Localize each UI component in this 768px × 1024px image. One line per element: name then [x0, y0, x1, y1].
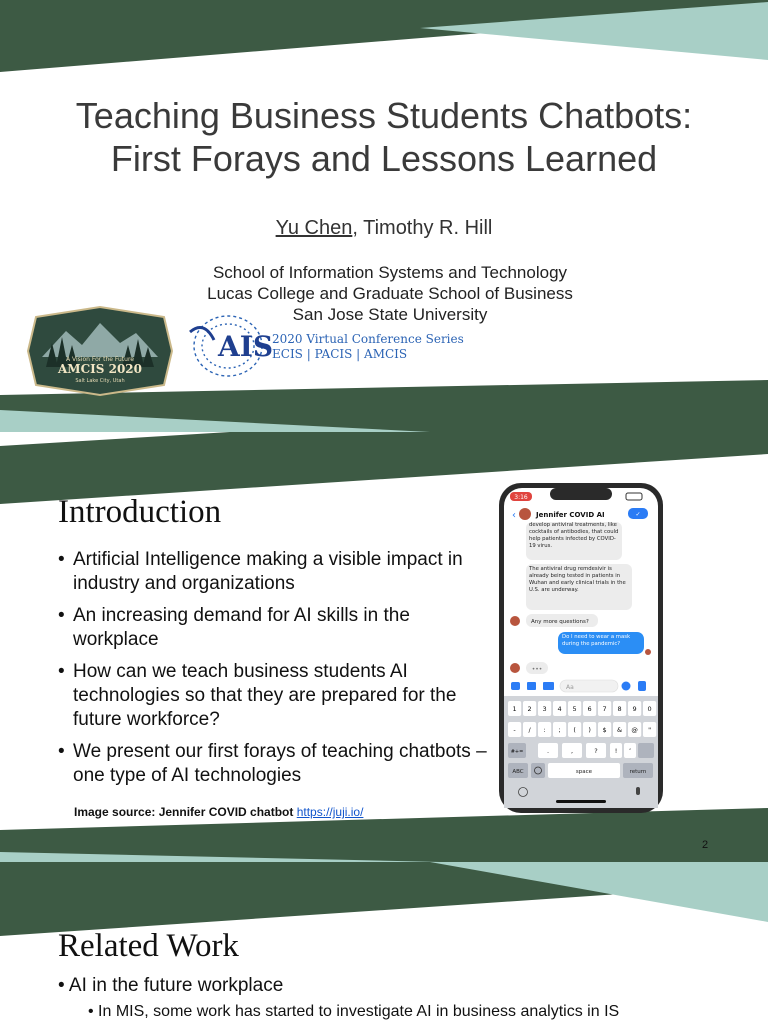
- keyboard-key-label: 9: [632, 705, 637, 713]
- key-space: space: [575, 769, 593, 775]
- ais-mark: AIS: [218, 330, 274, 363]
- bullet-item: • An increasing demand for AI skills in the workplace: [58, 604, 488, 652]
- keyboard-key-label: ,: [570, 747, 574, 755]
- amcis-tagline: A Vision For the Future: [66, 356, 134, 363]
- ais-caption-line-2: ECIS | PACIS | AMCIS: [272, 347, 408, 361]
- keyboard-key-label: 5: [572, 705, 577, 713]
- authors: [0, 217, 768, 240]
- keyboard-key-label: $: [602, 726, 607, 734]
- keyboard-key-label: 1: [512, 705, 517, 713]
- keyboard-key-label: 2: [527, 705, 532, 713]
- bot-avatar: [519, 508, 531, 520]
- emoji-icon: [622, 682, 631, 691]
- bullet-item: • AI in the future workplace: [58, 975, 284, 996]
- camera-icon: [511, 682, 520, 690]
- image-source-link[interactable]: https://juji.io/: [296, 805, 364, 819]
- typing-indicator: •••: [531, 666, 543, 673]
- bullet-item: • How can we teach business students AI technologies so that they are prepared for the future workforce?: [58, 660, 488, 732]
- keyboard-key-label: !: [614, 747, 618, 755]
- microphone-icon: [636, 787, 640, 795]
- keyboard-key-label: 7: [602, 705, 607, 713]
- image-source-label: Image source: Jennifer COVID chatbot: [74, 805, 297, 819]
- chat-title: Jennifer COVID AI: [536, 511, 605, 519]
- home-indicator: [556, 800, 606, 803]
- keyboard-key-label: &: [617, 726, 623, 734]
- keyboard-key-label: ): [588, 726, 591, 734]
- ais-caption: [272, 332, 464, 362]
- key-abc: ABC: [512, 769, 524, 775]
- introduction-slide: [0, 432, 768, 862]
- keyboard-key-label: /: [528, 726, 531, 734]
- back-chevron-icon: ‹: [512, 510, 516, 521]
- affiliation-line-1: School of Information Systems and Technology: [212, 263, 568, 282]
- slide-heading: Related Work: [58, 928, 239, 964]
- image-source: [74, 805, 363, 819]
- slide-title: [0, 94, 768, 180]
- phone-time: 3:16: [514, 494, 528, 501]
- amcis-name: AMCIS 2020: [58, 362, 142, 376]
- gif-icon: [543, 682, 554, 690]
- author-separator: ,: [352, 217, 364, 239]
- photo-icon: [527, 682, 536, 690]
- amcis-location: Salt Lake City, Utah: [75, 378, 125, 384]
- affiliation-line-3: San Jose State University: [292, 305, 488, 324]
- title-line-1: Teaching Business Students Chatbots:: [75, 95, 693, 136]
- keyboard-key-label: -: [513, 726, 516, 734]
- affiliation-line-2: Lucas College and Graduate School of Business: [207, 284, 573, 303]
- keyboard-key-label: (: [573, 726, 576, 734]
- title-line-2: First Forays and Lessons Learned: [110, 138, 658, 179]
- author-1: Yu Chen: [275, 217, 353, 239]
- bullet-text: In MIS, some work has started to investigate AI in business analytics in IS: [98, 1003, 620, 1020]
- keyboard-key-label: 6: [587, 705, 592, 713]
- sub-bullet-item: • In MIS, some work has started to investigate AI in business analytics in IS: [88, 1003, 620, 1020]
- keyboard-key-label: 4: [557, 705, 562, 713]
- keyboard-key-label: #+=: [510, 749, 524, 755]
- keyboard-key-label: 3: [542, 705, 547, 713]
- page-number: 2: [702, 839, 709, 851]
- slide-heading: Introduction: [58, 494, 222, 530]
- keyboard-key-label: ?: [594, 747, 598, 755]
- amcis-2020-logo: [26, 305, 174, 397]
- chat-message-bot: Any more questions?: [531, 619, 589, 625]
- ais-caption-line-1: 2020 Virtual Conference Series: [272, 332, 464, 346]
- chat-message-bot: develop antiviral treatments, like cocktails of antibodies, that could help patients infected by COVID-19 virus.: [529, 522, 619, 549]
- bullet-item: • We present our first forays of teaching chatbots – one type of AI technologies: [58, 740, 488, 788]
- chat-message-user: Do I need to wear a mask during the pandemic?: [562, 634, 631, 647]
- keyboard-key-label: ’: [628, 747, 632, 755]
- keyboard-key-label: ": [648, 726, 652, 734]
- keyboard-key-label: 8: [617, 705, 622, 713]
- related-work-slide: [0, 862, 768, 1024]
- keyboard-key-label: :: [543, 726, 546, 734]
- delete-key-icon: [638, 743, 654, 758]
- chat-message-bot: The antiviral drug remdesivir is already being tested in patients in Wuhan and early clinical trials in the U.S. are underway.: [529, 566, 626, 593]
- title-slide: [0, 0, 768, 432]
- message-input: Aa: [566, 684, 574, 691]
- like-icon: [638, 681, 646, 691]
- keyboard-key-label: ;: [558, 726, 561, 734]
- bullet-text: AI in the future workplace: [68, 975, 284, 996]
- bullet-list: [58, 548, 488, 796]
- verified-icon: ✓: [635, 511, 641, 518]
- keyboard-key-label: .: [546, 747, 550, 755]
- keyboard-key-label: 0: [647, 705, 652, 713]
- author-2: Timothy R. Hill: [363, 217, 493, 239]
- bullet-item: • Artificial Intelligence making a visible impact in industry and organizations: [58, 548, 488, 596]
- phone-screenshot: [498, 482, 664, 814]
- key-return: return: [629, 769, 647, 775]
- keyboard-key-label: @: [631, 726, 638, 734]
